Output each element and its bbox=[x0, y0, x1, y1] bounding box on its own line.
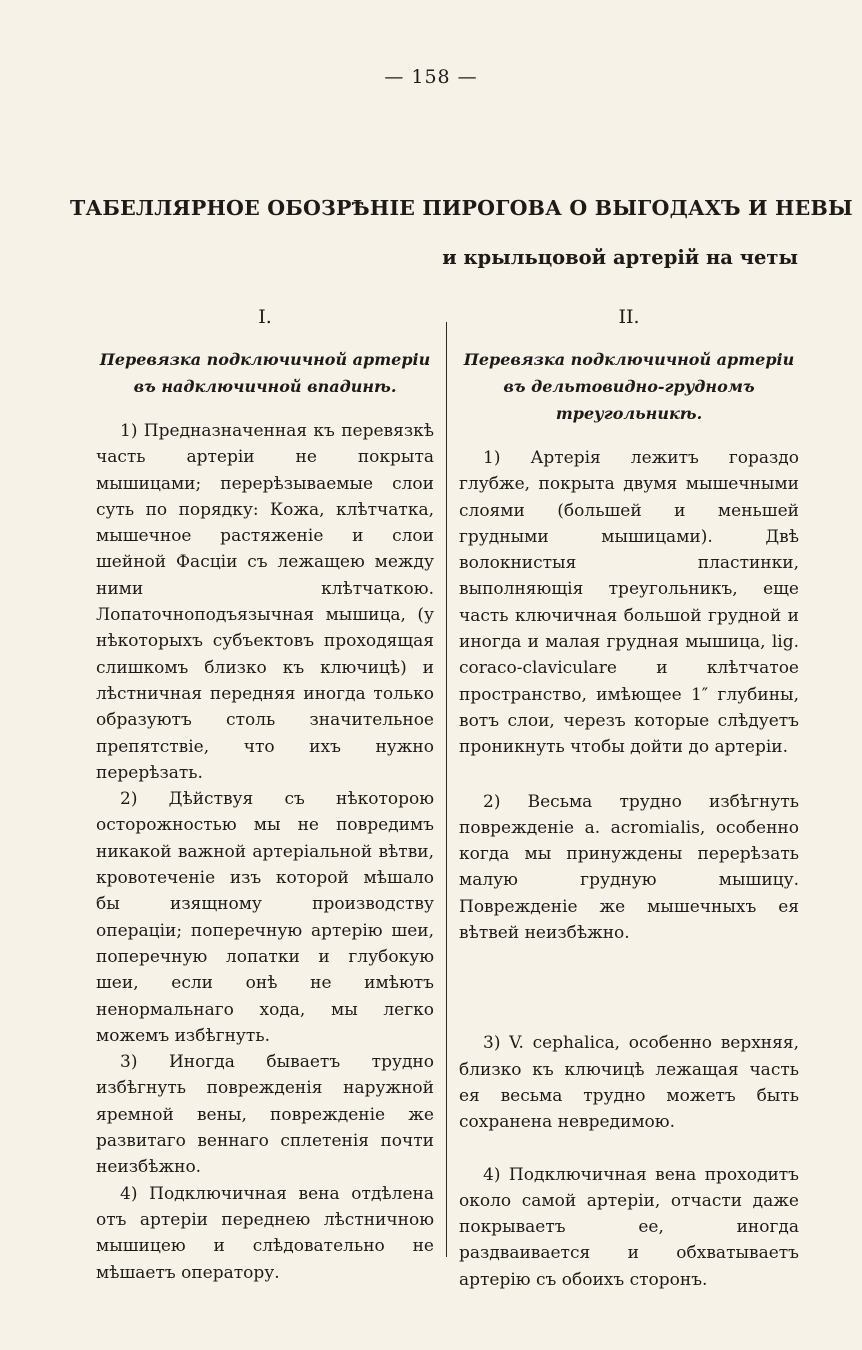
left-item-1: 1) Предназначенная къ перевязкѣ часть артеріи не покрыта мышицами; перерѣзываемые слои суть по порядку: Кожа, клѣтчатка, мышечное растяженіе и слои шейной Фасціи съ лежащею между ними клѣтчаткою. Лопаточноподъязычная мышица, (у нѣкоторыхъ субъектовъ проходящая слишкомъ близко къ ключицѣ) и лѣстничная передняя иногда только образуютъ столь значительное препятствіе, что ихъ нужно перерѣзать. bbox=[96, 421, 434, 783]
left-item-2: 2) Дѣйствуя съ нѣкоторою осторожностью мы не повредимъ никакой важной артеріальной вѣтви, кровотеченіе изъ которой мѣшало бы изящному производству операціи; поперечную артерію шеи, поперечную лопатки и глубокую шеи, если онѣ не имѣютъ ненормальнаго хода, мы легко можемъ избѣгнуть. bbox=[96, 789, 434, 1046]
right-item-4: 4) Подключичная вена проходитъ около самой артеріи, отчасти даже покрываетъ ее, иногда раздваивается и обхватываетъ артерію съ обоихъ сторонъ. bbox=[459, 1164, 799, 1290]
left-item-4: 4) Подключичная вена отдѣлена отъ артеріи переднею лѣстничною мышицею и слѣдовательно не мѣшаетъ оператору. bbox=[96, 1183, 434, 1283]
left-column-numeral: I. bbox=[258, 306, 272, 328]
right-column-heading: Перевязка подключичной артеріи въ дельтовидно-грудномъ треугольникѣ. bbox=[463, 350, 795, 423]
right-item-3: 3) V. cephalica, особенно верхняя, близко къ ключицѣ лежащая часть ея весьма трудно можетъ быть сохранена невредимою. bbox=[459, 1033, 799, 1133]
page-subtitle: и крыльцовой артерій на четы bbox=[442, 246, 798, 269]
right-column-numeral: II. bbox=[618, 306, 640, 328]
left-column-heading: Перевязка подключичной артеріи въ надключичной впадинѣ. bbox=[99, 350, 431, 396]
left-column bbox=[96, 306, 434, 1286]
page-title: ТАБЕЛЛЯРНОЕ ОБОЗРѢНІЕ ПИРОГОВА О ВЫГОДАХЪ И НЕВЫ bbox=[70, 196, 853, 220]
page-number: — 158 — bbox=[384, 66, 478, 88]
column-divider bbox=[446, 322, 447, 1257]
right-item-2: 2) Весьма трудно избѣгнуть поврежденіе a. acromialis, особенно когда мы принуждены перерѣзать малую грудную мышицу. Поврежденіе же мышечныхъ ея вѣтвей неизбѣжно. bbox=[459, 791, 799, 944]
left-item-3: 3) Иногда бываетъ трудно избѣгнуть поврежденія наружной яремной вены, поврежденіе же развитаго веннаго сплетенія почти неизбѣжно. bbox=[96, 1052, 434, 1178]
right-item-1: 1) Артерія лежитъ гораздо глубже, покрыта двумя мышечными слоями (большей и меньшей грудными мышицами). Двѣ волокнистыя пластинки, выполняющія треугольникъ, еще часть ключичная большой грудной и иногда и малая грудная мышица, lig. coraco-clavіculare и клѣтчатое пространство, имѣющее 1″ глубины, вотъ слои, черезъ которые слѣдуетъ проникнуть чтобы дойти до артеріи. bbox=[459, 448, 799, 758]
right-column bbox=[459, 306, 799, 1293]
